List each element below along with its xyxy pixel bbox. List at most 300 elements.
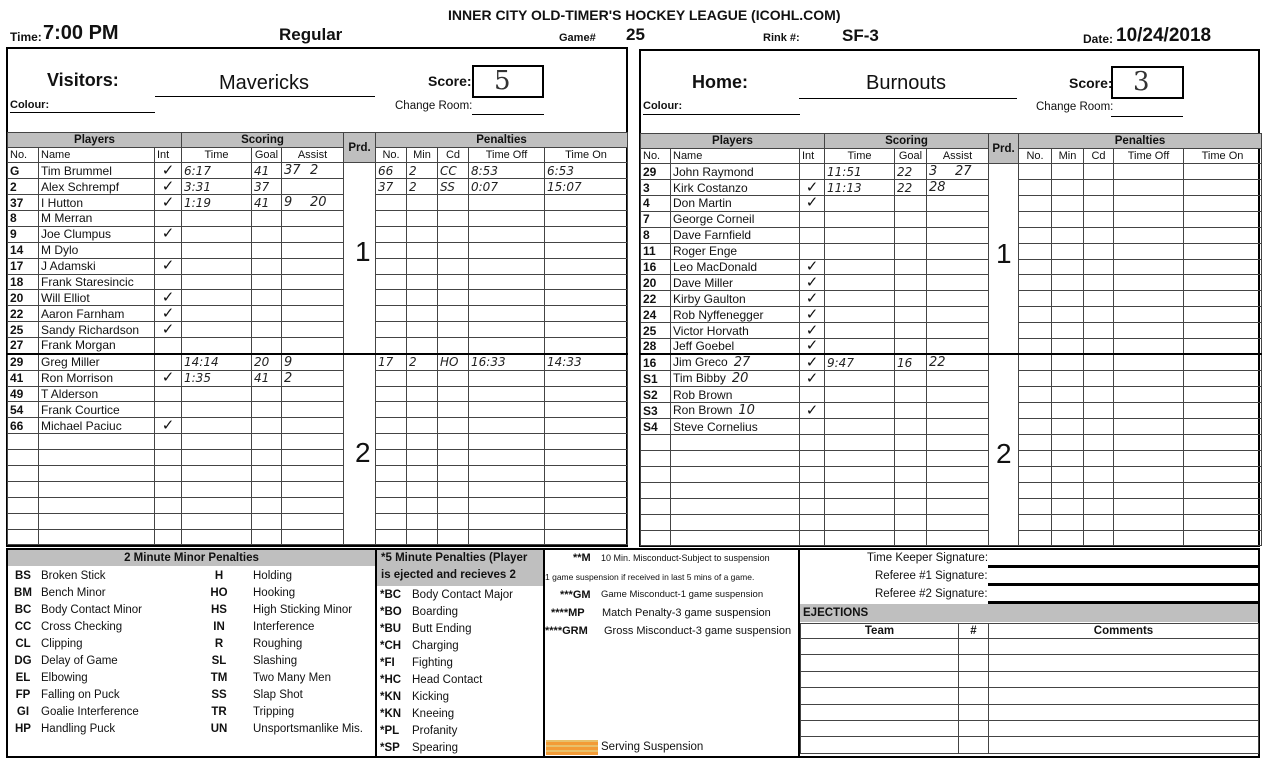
penalty-player-no[interactable]	[376, 274, 407, 290]
player-name[interactable]	[39, 195, 155, 211]
penalty-code[interactable]	[438, 258, 469, 274]
score-assists[interactable]	[282, 481, 344, 497]
penalty-player-no[interactable]	[1019, 354, 1052, 371]
penalty-time-on[interactable]	[545, 450, 628, 466]
penalty-player-no[interactable]	[1019, 403, 1052, 419]
player-number[interactable]: 20	[8, 290, 39, 306]
penalty-time-on[interactable]	[1184, 307, 1262, 323]
score-assists[interactable]	[927, 227, 989, 243]
penalty-player-no[interactable]	[376, 465, 407, 481]
score-goal[interactable]	[252, 529, 282, 545]
home-room-line[interactable]	[1111, 116, 1183, 117]
penalty-time-on[interactable]	[545, 529, 628, 545]
player-int-check[interactable]	[800, 243, 825, 259]
score-time[interactable]	[182, 258, 252, 274]
penalty-time-off[interactable]	[469, 529, 545, 545]
penalty-code[interactable]	[1084, 371, 1114, 387]
player-name[interactable]	[39, 258, 155, 274]
score-assists[interactable]	[282, 195, 344, 211]
score-time[interactable]	[825, 514, 895, 530]
player-name[interactable]	[39, 370, 155, 386]
score-assists[interactable]	[927, 259, 989, 275]
score-time[interactable]	[825, 466, 895, 482]
player-number[interactable]: 7	[641, 211, 671, 227]
player-number[interactable]: 41	[8, 370, 39, 386]
player-name[interactable]	[39, 418, 155, 434]
player-number[interactable]: G	[8, 163, 39, 179]
player-number[interactable]: 3	[641, 180, 671, 196]
score-time[interactable]	[182, 529, 252, 545]
penalty-code[interactable]	[1084, 243, 1114, 259]
player-name[interactable]	[671, 354, 800, 371]
penalty-time-off[interactable]	[1114, 354, 1184, 371]
player-name[interactable]	[671, 323, 800, 339]
score-assists[interactable]	[282, 402, 344, 418]
player-int-check[interactable]: ✓	[155, 163, 182, 179]
score-goal[interactable]	[252, 450, 282, 466]
penalty-minutes[interactable]	[407, 242, 438, 258]
score-assists[interactable]	[927, 339, 989, 355]
penalty-code[interactable]	[1084, 387, 1114, 403]
score-assists[interactable]	[927, 514, 989, 530]
penalty-player-no[interactable]	[1019, 371, 1052, 387]
penalty-time-off[interactable]: 8:53	[469, 163, 545, 179]
penalty-minutes[interactable]	[407, 513, 438, 529]
player-int-check[interactable]: ✓	[800, 403, 825, 419]
penalty-minutes[interactable]	[407, 434, 438, 450]
score-assists[interactable]	[927, 164, 989, 180]
penalty-code[interactable]	[1084, 227, 1114, 243]
penalty-time-off[interactable]: 16:33	[469, 354, 545, 371]
player-int-check[interactable]: ✓	[155, 418, 182, 434]
penalty-code[interactable]	[1084, 259, 1114, 275]
score-goal[interactable]	[252, 242, 282, 258]
penalty-code[interactable]	[438, 513, 469, 529]
player-int-check[interactable]: ✓	[800, 275, 825, 291]
player-name[interactable]	[39, 242, 155, 258]
penalty-time-on[interactable]: 6:53	[545, 163, 628, 179]
ejection-number-cell[interactable]	[959, 704, 989, 720]
score-assists[interactable]	[282, 529, 344, 545]
score-assists[interactable]	[927, 180, 989, 196]
score-goal[interactable]	[252, 513, 282, 529]
penalty-time-on[interactable]	[1184, 387, 1262, 403]
penalty-player-no[interactable]	[1019, 275, 1052, 291]
score-goal[interactable]	[895, 196, 927, 212]
score-assists[interactable]	[927, 435, 989, 451]
player-int-check[interactable]	[155, 434, 182, 450]
penalty-player-no[interactable]	[1019, 243, 1052, 259]
player-name[interactable]	[671, 227, 800, 243]
penalty-time-on[interactable]	[1184, 164, 1262, 180]
penalty-time-on[interactable]	[545, 195, 628, 211]
score-assists[interactable]	[282, 211, 344, 227]
player-number[interactable]	[641, 435, 671, 451]
score-time[interactable]: 6:17	[182, 163, 252, 179]
score-time[interactable]	[182, 386, 252, 402]
player-number[interactable]	[8, 513, 39, 529]
penalty-time-off[interactable]	[1114, 323, 1184, 339]
player-int-check[interactable]	[155, 242, 182, 258]
player-number[interactable]: 49	[8, 386, 39, 402]
penalty-time-on[interactable]: 14:33	[545, 354, 628, 371]
penalty-player-no[interactable]	[1019, 482, 1052, 498]
penalty-time-on[interactable]	[545, 338, 628, 354]
penalty-time-off[interactable]	[469, 290, 545, 306]
ejection-team-cell[interactable]	[801, 639, 959, 655]
player-number[interactable]	[8, 434, 39, 450]
player-name[interactable]	[671, 482, 800, 498]
ejection-team-cell[interactable]	[801, 704, 959, 720]
player-int-check[interactable]: ✓	[155, 179, 182, 195]
ejection-number-cell[interactable]	[959, 737, 989, 753]
penalty-code[interactable]	[1084, 403, 1114, 419]
penalty-code[interactable]	[438, 242, 469, 258]
score-time[interactable]	[182, 338, 252, 354]
penalty-player-no[interactable]	[1019, 466, 1052, 482]
score-time[interactable]	[825, 243, 895, 259]
penalty-time-on[interactable]	[1184, 482, 1262, 498]
penalty-time-off[interactable]	[469, 322, 545, 338]
penalty-minutes[interactable]: 2	[407, 354, 438, 371]
player-int-check[interactable]: ✓	[800, 180, 825, 196]
score-goal[interactable]	[252, 338, 282, 354]
penalty-code[interactable]	[1084, 530, 1114, 546]
home-colour-line[interactable]	[643, 114, 800, 115]
penalty-minutes[interactable]	[407, 450, 438, 466]
player-int-check[interactable]: ✓	[800, 371, 825, 387]
penalty-code[interactable]	[1084, 514, 1114, 530]
penalty-code[interactable]	[1084, 498, 1114, 514]
score-goal[interactable]	[895, 498, 927, 514]
penalty-player-no[interactable]	[376, 195, 407, 211]
player-number[interactable]	[641, 451, 671, 467]
player-name[interactable]	[39, 465, 155, 481]
score-time[interactable]	[182, 418, 252, 434]
player-number[interactable]: 37	[8, 195, 39, 211]
score-assists[interactable]	[282, 322, 344, 338]
score-goal[interactable]	[895, 227, 927, 243]
player-int-check[interactable]	[800, 435, 825, 451]
penalty-time-off[interactable]	[1114, 307, 1184, 323]
player-number[interactable]: 16	[641, 259, 671, 275]
penalty-time-off[interactable]	[469, 226, 545, 242]
penalty-code[interactable]	[438, 195, 469, 211]
score-time[interactable]	[825, 307, 895, 323]
score-time[interactable]	[825, 196, 895, 212]
score-goal[interactable]	[252, 306, 282, 322]
penalty-time-on[interactable]	[545, 226, 628, 242]
penalty-player-no[interactable]	[376, 258, 407, 274]
player-name[interactable]	[39, 322, 155, 338]
score-time[interactable]	[182, 211, 252, 227]
score-goal[interactable]	[895, 243, 927, 259]
penalty-minutes[interactable]	[1052, 339, 1084, 355]
penalty-player-no[interactable]	[376, 322, 407, 338]
penalty-time-off[interactable]	[469, 465, 545, 481]
penalty-code[interactable]	[1084, 466, 1114, 482]
penalty-time-on[interactable]	[545, 481, 628, 497]
penalty-code[interactable]	[438, 370, 469, 386]
score-assists[interactable]	[282, 497, 344, 513]
player-name[interactable]	[39, 450, 155, 466]
score-time[interactable]	[182, 274, 252, 290]
penalty-code[interactable]: CC	[438, 163, 469, 179]
penalty-player-no[interactable]	[376, 481, 407, 497]
score-goal[interactable]	[895, 514, 927, 530]
player-int-check[interactable]	[800, 466, 825, 482]
score-time[interactable]	[825, 371, 895, 387]
penalty-time-on[interactable]	[545, 290, 628, 306]
player-number[interactable]: 29	[641, 164, 671, 180]
penalty-time-on[interactable]	[545, 306, 628, 322]
score-time[interactable]: 1:19	[182, 195, 252, 211]
player-name[interactable]	[671, 164, 800, 180]
player-number[interactable]	[8, 529, 39, 545]
penalty-minutes[interactable]	[407, 290, 438, 306]
player-name[interactable]	[671, 498, 800, 514]
score-assists[interactable]	[282, 434, 344, 450]
score-goal[interactable]	[252, 497, 282, 513]
player-name[interactable]	[671, 307, 800, 323]
player-int-check[interactable]	[155, 354, 182, 371]
penalty-time-on[interactable]	[1184, 211, 1262, 227]
player-int-check[interactable]: ✓	[800, 323, 825, 339]
penalty-minutes[interactable]	[1052, 403, 1084, 419]
penalty-time-off[interactable]	[1114, 259, 1184, 275]
penalty-time-off[interactable]	[469, 418, 545, 434]
player-int-check[interactable]: ✓	[155, 290, 182, 306]
penalty-minutes[interactable]	[1052, 466, 1084, 482]
penalty-time-off[interactable]	[1114, 227, 1184, 243]
penalty-player-no[interactable]	[1019, 514, 1052, 530]
penalty-player-no[interactable]: 37	[376, 179, 407, 195]
penalty-time-on[interactable]	[1184, 180, 1262, 196]
player-int-check[interactable]	[800, 514, 825, 530]
penalty-player-no[interactable]	[376, 434, 407, 450]
penalty-time-on[interactable]: 15:07	[545, 179, 628, 195]
player-int-check[interactable]: ✓	[155, 258, 182, 274]
player-name[interactable]	[671, 196, 800, 212]
penalty-time-on[interactable]	[545, 274, 628, 290]
player-number[interactable]: 22	[641, 291, 671, 307]
score-goal[interactable]	[252, 274, 282, 290]
score-goal[interactable]: 22	[895, 164, 927, 180]
penalty-minutes[interactable]	[1052, 275, 1084, 291]
penalty-player-no[interactable]	[1019, 211, 1052, 227]
penalty-time-on[interactable]	[545, 258, 628, 274]
player-number[interactable]: 20	[641, 275, 671, 291]
player-int-check[interactable]: ✓	[800, 339, 825, 355]
score-time[interactable]	[825, 530, 895, 546]
penalty-code[interactable]	[438, 529, 469, 545]
penalty-player-no[interactable]	[376, 386, 407, 402]
score-time[interactable]	[825, 387, 895, 403]
penalty-minutes[interactable]	[1052, 371, 1084, 387]
penalty-time-on[interactable]	[1184, 323, 1262, 339]
score-assists[interactable]	[927, 482, 989, 498]
penalty-time-off[interactable]	[469, 258, 545, 274]
player-int-check[interactable]	[155, 274, 182, 290]
player-number[interactable]: 9	[8, 226, 39, 242]
penalty-player-no[interactable]	[1019, 307, 1052, 323]
player-int-check[interactable]	[800, 498, 825, 514]
score-assists[interactable]	[927, 387, 989, 403]
penalty-player-no[interactable]	[1019, 180, 1052, 196]
penalty-code[interactable]	[438, 211, 469, 227]
score-time[interactable]	[182, 513, 252, 529]
player-name[interactable]	[39, 513, 155, 529]
score-assists[interactable]	[282, 370, 344, 386]
ejection-team-cell[interactable]	[801, 688, 959, 704]
score-assists[interactable]	[282, 418, 344, 434]
score-time[interactable]	[182, 450, 252, 466]
penalty-time-on[interactable]	[1184, 466, 1262, 482]
home-team-name[interactable]: Burnouts	[866, 72, 947, 94]
penalty-time-off[interactable]	[1114, 211, 1184, 227]
penalty-code[interactable]	[438, 274, 469, 290]
penalty-time-on[interactable]	[545, 242, 628, 258]
visitors-room-line[interactable]	[472, 114, 544, 115]
score-assists[interactable]	[282, 274, 344, 290]
penalty-code[interactable]	[1084, 451, 1114, 467]
penalty-minutes[interactable]	[1052, 514, 1084, 530]
score-time[interactable]	[825, 211, 895, 227]
penalty-time-off[interactable]	[469, 370, 545, 386]
ejection-comment-cell[interactable]	[989, 737, 1259, 753]
penalty-minutes[interactable]	[407, 306, 438, 322]
score-time[interactable]: 3:31	[182, 179, 252, 195]
player-number[interactable]: 2	[8, 179, 39, 195]
penalty-time-off[interactable]	[469, 242, 545, 258]
penalty-time-on[interactable]	[1184, 403, 1262, 419]
score-time[interactable]	[825, 451, 895, 467]
penalty-time-off[interactable]	[1114, 482, 1184, 498]
player-number[interactable]: S2	[641, 387, 671, 403]
penalty-minutes[interactable]	[1052, 164, 1084, 180]
player-int-check[interactable]: ✓	[800, 307, 825, 323]
penalty-code[interactable]	[1084, 435, 1114, 451]
score-goal[interactable]	[895, 339, 927, 355]
penalty-code[interactable]	[1084, 180, 1114, 196]
score-time[interactable]	[182, 465, 252, 481]
score-assists[interactable]	[282, 258, 344, 274]
penalty-minutes[interactable]	[1052, 451, 1084, 467]
score-time[interactable]	[825, 227, 895, 243]
penalty-code[interactable]: SS	[438, 179, 469, 195]
player-int-check[interactable]: ✓	[800, 259, 825, 275]
penalty-time-on[interactable]	[1184, 275, 1262, 291]
player-number[interactable]: 8	[641, 227, 671, 243]
penalty-time-off[interactable]	[469, 434, 545, 450]
penalty-player-no[interactable]	[1019, 498, 1052, 514]
player-name[interactable]	[39, 402, 155, 418]
score-time[interactable]	[825, 259, 895, 275]
score-assists[interactable]	[927, 530, 989, 546]
player-int-check[interactable]	[155, 211, 182, 227]
penalty-time-on[interactable]	[1184, 530, 1262, 546]
score-assists[interactable]	[282, 226, 344, 242]
penalty-time-off[interactable]	[1114, 371, 1184, 387]
score-time[interactable]	[825, 339, 895, 355]
penalty-code[interactable]	[438, 450, 469, 466]
score-assists[interactable]	[927, 371, 989, 387]
penalty-code[interactable]	[1084, 354, 1114, 371]
penalty-minutes[interactable]	[1052, 227, 1084, 243]
player-int-check[interactable]: ✓	[800, 354, 825, 371]
penalty-player-no[interactable]	[376, 306, 407, 322]
player-int-check[interactable]	[155, 386, 182, 402]
penalty-player-no[interactable]	[376, 418, 407, 434]
ejection-comment-cell[interactable]	[989, 639, 1259, 655]
player-name[interactable]	[39, 290, 155, 306]
penalty-time-on[interactable]	[545, 386, 628, 402]
score-assists[interactable]	[927, 419, 989, 435]
player-int-check[interactable]	[800, 451, 825, 467]
penalty-player-no[interactable]: 66	[376, 163, 407, 179]
score-assists[interactable]	[927, 291, 989, 307]
penalty-code[interactable]	[438, 322, 469, 338]
penalty-minutes[interactable]: 2	[407, 179, 438, 195]
score-goal[interactable]	[252, 322, 282, 338]
score-time[interactable]	[182, 402, 252, 418]
score-time[interactable]	[182, 306, 252, 322]
player-number[interactable]	[641, 482, 671, 498]
penalty-code[interactable]	[1084, 196, 1114, 212]
score-time[interactable]	[182, 226, 252, 242]
penalty-time-off[interactable]	[469, 195, 545, 211]
score-assists[interactable]	[282, 290, 344, 306]
penalty-code[interactable]	[438, 402, 469, 418]
penalty-code[interactable]	[438, 434, 469, 450]
penalty-player-no[interactable]	[376, 402, 407, 418]
penalty-time-off[interactable]	[1114, 419, 1184, 435]
score-assists[interactable]	[927, 323, 989, 339]
penalty-time-off[interactable]	[1114, 275, 1184, 291]
player-number[interactable]	[641, 514, 671, 530]
penalty-time-off[interactable]	[1114, 387, 1184, 403]
player-number[interactable]	[641, 498, 671, 514]
score-time[interactable]	[825, 482, 895, 498]
player-number[interactable]: 66	[8, 418, 39, 434]
score-assists[interactable]	[927, 196, 989, 212]
penalty-player-no[interactable]	[1019, 387, 1052, 403]
player-name[interactable]	[671, 419, 800, 435]
player-number[interactable]: 4	[641, 196, 671, 212]
penalty-time-off[interactable]	[469, 386, 545, 402]
player-name[interactable]	[671, 259, 800, 275]
referee1-signature-line[interactable]	[988, 583, 1258, 586]
penalty-minutes[interactable]	[407, 465, 438, 481]
penalty-time-off[interactable]	[1114, 498, 1184, 514]
player-number[interactable]: 11	[641, 243, 671, 259]
score-goal[interactable]	[252, 434, 282, 450]
penalty-player-no[interactable]	[376, 529, 407, 545]
penalty-time-off[interactable]	[469, 338, 545, 354]
penalty-minutes[interactable]	[407, 338, 438, 354]
score-goal[interactable]	[895, 466, 927, 482]
score-goal[interactable]: 20	[252, 354, 282, 371]
score-assists[interactable]	[282, 338, 344, 354]
score-assists[interactable]	[282, 354, 344, 371]
player-number[interactable]: S1	[641, 371, 671, 387]
player-number[interactable]: S4	[641, 419, 671, 435]
penalty-time-off[interactable]	[1114, 435, 1184, 451]
player-int-check[interactable]	[800, 387, 825, 403]
player-number[interactable]: 24	[641, 307, 671, 323]
penalty-code[interactable]	[1084, 275, 1114, 291]
score-assists[interactable]	[927, 498, 989, 514]
